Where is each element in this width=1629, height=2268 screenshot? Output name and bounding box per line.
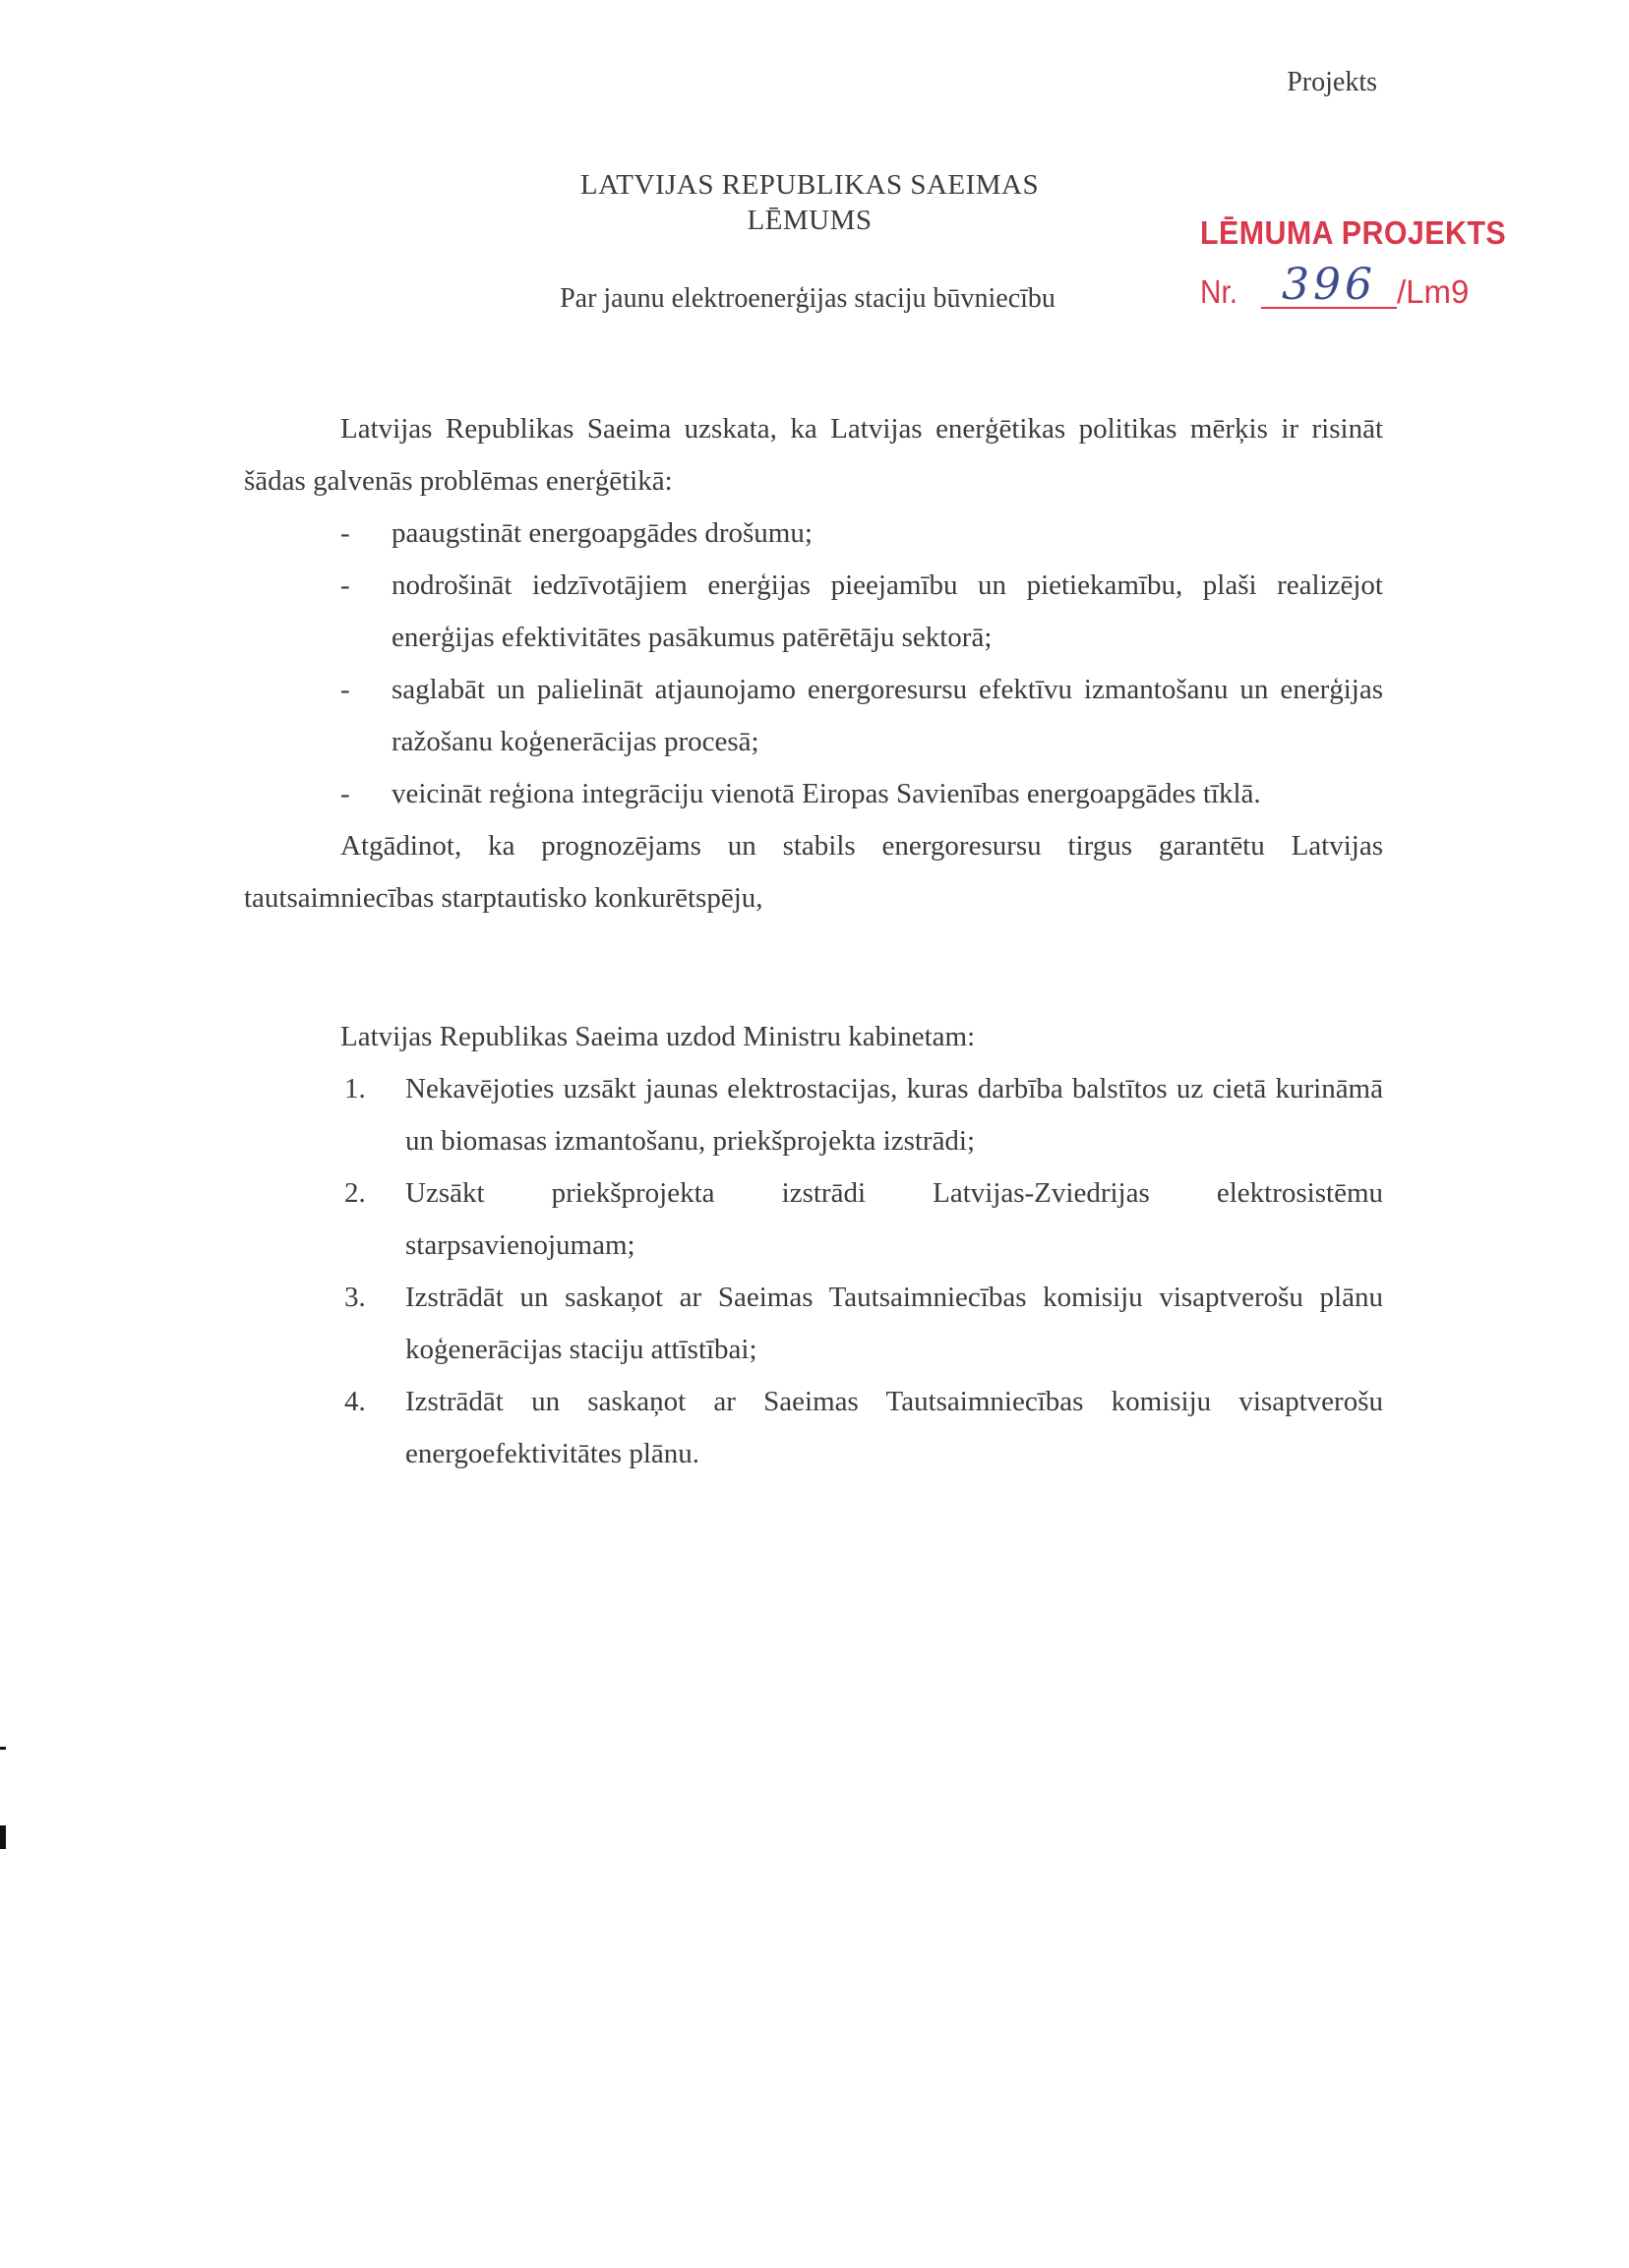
list-item — [244, 1376, 1383, 1480]
title-line-1: LATVIJAS REPUBLIKAS SAEIMAS — [579, 169, 1040, 201]
stamp-nr-label: Nr. — [1200, 273, 1237, 310]
list-item — [244, 1063, 1383, 1167]
reminder-paragraph: Atgādinot, ka prognozējams un stabils energoresursu tirgus garantētu Latvijas tautsaimniecības starptautisko konkurētspēju, — [244, 830, 1383, 914]
list-item — [244, 507, 1383, 560]
mandate-lead: Latvijas Republikas Saeima uzdod Ministru kabinetam: — [340, 1021, 976, 1052]
intro-paragraph: Latvijas Republikas Saeima uzskata, ka Latvijas enerģētikas politikas mērķis ir risināt šādas galvenās problēmas enerģētikā: — [244, 413, 1383, 497]
dash-marker: - — [340, 569, 350, 601]
mandate-section — [244, 1011, 1383, 1480]
list-item-text: Izstrādāt un saskaņot ar Saeimas Tautsaimniecības komisiju visaptverošu plānu koģenerācijas staciju attīstībai; — [405, 1282, 1383, 1365]
mandate-list — [244, 1063, 1383, 1480]
list-item-text: Izstrādāt un saskaņot ar Saeimas Tautsaimniecības komisiju visaptverošu energoefektivitātes plānu. — [405, 1386, 1383, 1469]
list-item-text-line1: Uzsākt priekšprojekta izstrādi Latvijas-Zviedrijas elektrosistēmu — [405, 1177, 1383, 1209]
list-item-text: veicināt reģiona integrāciju vienotā Eiropas Savienības energoapgādes tīklā. — [392, 778, 1261, 809]
list-item-text: Nekavējoties uzsākt jaunas elektrostacijas, kuras darbība balstītos uz cietā kurināmā un biomasas izmantošanu, priekšprojekta izstrādi; — [405, 1073, 1383, 1157]
stamp-nr-suffix: /Lm9 — [1397, 273, 1470, 310]
item-number: 1. — [344, 1073, 366, 1104]
scan-edge-mark — [0, 1747, 6, 1750]
list-item-text: paaugstināt energoapgādes drošumu; — [392, 517, 813, 549]
item-number: 2. — [344, 1177, 366, 1209]
projekts-label: Projekts — [1287, 67, 1377, 97]
intro-section — [244, 403, 1383, 925]
draft-stamp — [1200, 214, 1533, 310]
list-item-text-line2: starpsavienojumam; — [405, 1229, 635, 1261]
dash-marker: - — [340, 517, 350, 549]
dash-marker: - — [340, 674, 350, 705]
list-item — [244, 1272, 1383, 1376]
list-item — [244, 1167, 1383, 1272]
list-item-text: saglabāt un palielināt atjaunojamo energoresursu efektīvu izmantošanu un enerģijas ražošanu koģenerācijas procesā; — [392, 674, 1383, 757]
stamp-heading: LĒMUMA PROJEKTS — [1200, 214, 1507, 251]
list-item — [244, 664, 1383, 768]
stamp-handwritten-number: 396 — [1282, 260, 1376, 310]
item-number: 3. — [344, 1282, 366, 1313]
scan-edge-mark — [0, 1825, 6, 1849]
list-item — [244, 560, 1383, 664]
subtitle-text: Par jaunu elektroenerģijas staciju būvniecību — [560, 283, 1056, 314]
goals-list — [244, 507, 1383, 820]
list-item — [244, 768, 1383, 820]
title-line-2: LĒMUMS — [747, 205, 873, 236]
dash-marker: - — [340, 778, 350, 809]
item-number: 4. — [344, 1386, 366, 1417]
list-item-text: nodrošināt iedzīvotājiem enerģijas pieejamību un pietiekamību, plaši realizējot enerģijas efektivitātes pasākumus patērētāju sektorā; — [392, 569, 1383, 653]
